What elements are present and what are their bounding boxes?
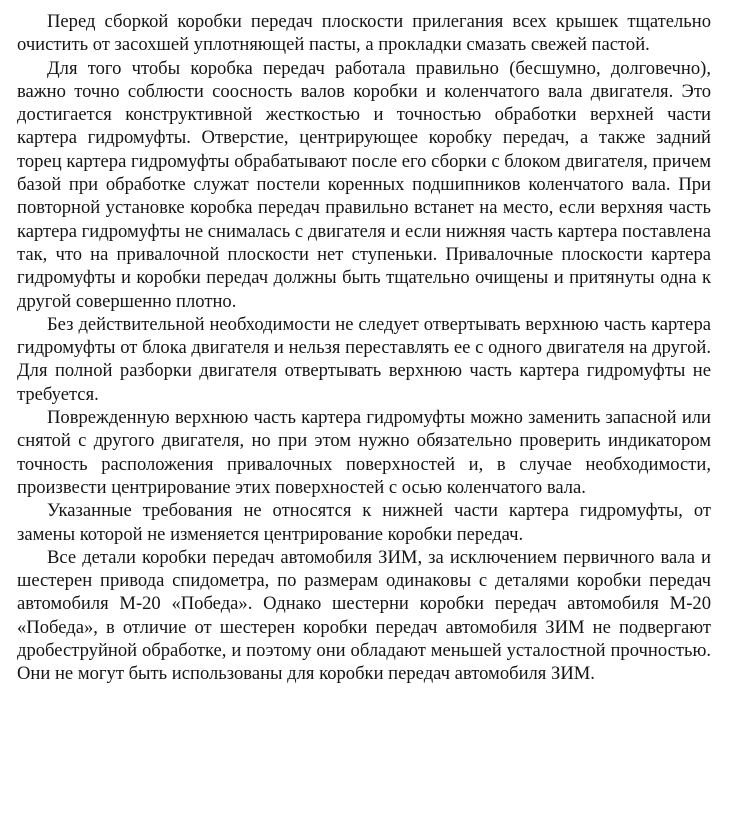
paragraph-housing-replacement: Поврежденную верхнюю часть картера гидромуфты можно заменить запасной или снятой с другого двигателя, но при этом нужно обязательно проверить индикатором точность расположения привалочных поверхностей и, в случае необходимости, произвести центрирование этих поверхностей с осью коленчатого вала. [17, 407, 711, 498]
paragraph-shaft-alignment: Для того чтобы коробка передач работала правильно (бесшумно, долговечно), важно точно соблюсти соосность валов коробки и коленчатого вала двигателя. Это достигается конструктивной жесткостью и точностью обработки верхней части картера гидромуфты. Отверстие, центрирующее коробку передач, а также задний торец картера гидромуфты обрабатывают после его сборки с блоком двигателя, причем базой при обработке служат постели коренных подшипников коленчатого вала. При повторной установке коробка передач правильно встанет на место, если верхняя часть картера гидромуфты не снималась с двигателя и если нижняя часть картера поставлена так, что на привалочной плоскости нет ступеньки. Привалочные плоскости картера гидромуфты и коробки передач должны быть тщательно очищены и притянуты одна к другой совершенно плотно. [17, 57, 711, 312]
paragraph-assembly-cleaning: Перед сборкой коробки передач плоскости прилегания всех крышек тщательно очистить от засохшей уплотняющей пасты, а прокладки смазать свежей пастой. [17, 11, 711, 56]
paragraph-housing-removal: Без действительной необходимости не следует отвертывать верхнюю часть картера гидромуфты от блока двигателя и нельзя переставлять ее с одного двигателя на другой. Для полной разборки двигателя отвертывать верхнюю часть картера гидромуфты не требуется. [17, 313, 711, 405]
document-page [17, 10, 711, 686]
paragraph-parts-compatibility: Все детали коробки передач автомобиля ЗИМ, за исключением первичного вала и шестерен привода спидометра, по размерам одинаковы с деталями коробки передач автомобиля М-20 «Победа». Однако шестерни коробки передач автомобиля М-20 «Победа», в отличие от шестерен коробки передач автомобиля ЗИМ не подвергают дробеструйной обработке, и поэтому они обладают меньшей усталостной прочностью. Они не могут быть использованы для коробки передач автомобиля ЗИМ. [17, 546, 711, 685]
paragraph-lower-housing: Указанные требования не относятся к нижней части картера гидромуфты, от замены которой не изменяется центрирование коробки передач. [17, 500, 711, 545]
